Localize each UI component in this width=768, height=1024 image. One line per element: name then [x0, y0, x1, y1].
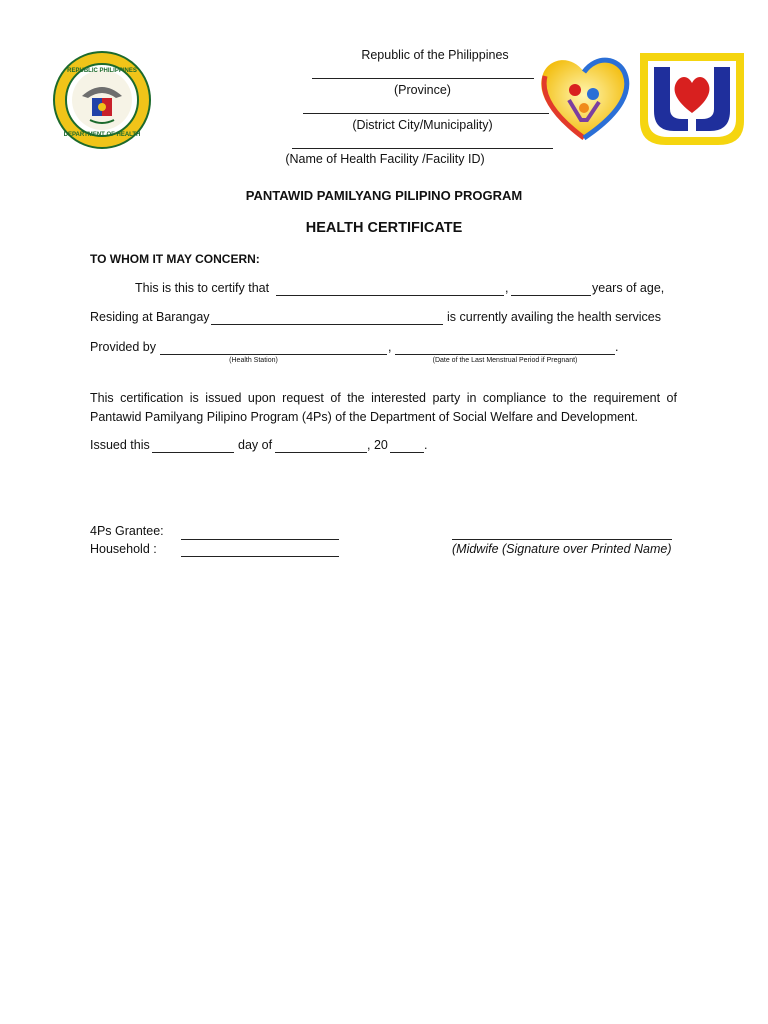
- barangay-label: Residing at Barangay: [90, 310, 210, 324]
- certificate-title: HEALTH CERTIFICATE: [305, 220, 463, 236]
- city-line: [303, 113, 549, 114]
- salutation: TO WHOM IT MAY CONCERN:: [90, 252, 260, 266]
- year-field[interactable]: [390, 452, 424, 453]
- svg-text:DEPARTMENT OF HEALTH: DEPARTMENT OF HEALTH: [63, 132, 141, 138]
- year-prefix: , 20: [367, 438, 388, 452]
- facility-line: [292, 148, 553, 149]
- facility-label: (Name of Health Facility /Facility ID): [285, 152, 485, 166]
- provided-by-label: Provided by: [90, 340, 157, 354]
- dswd-hands-heart-icon: [638, 51, 746, 147]
- period: .: [615, 340, 619, 354]
- availing-text: is currently availing the health services: [447, 310, 661, 324]
- country-name: Republic of the Philippines: [361, 48, 509, 62]
- barangay-field[interactable]: [211, 324, 443, 325]
- province-label: (Province): [394, 83, 451, 97]
- lmp-caption: (Date of the Last Menstrual Period if Pregnant): [432, 357, 578, 364]
- age-field[interactable]: [511, 295, 591, 296]
- years-of-age-text: years of age,: [592, 281, 665, 295]
- grantee-label: 4Ps Grantee:: [90, 524, 164, 538]
- comma: ,: [505, 281, 509, 295]
- household-field[interactable]: [181, 556, 339, 557]
- midwife-label: (Midwife (Signature over Printed Name): [452, 542, 672, 556]
- grantee-field[interactable]: [181, 539, 339, 540]
- household-label: Household :: [90, 542, 157, 556]
- health-station-field[interactable]: [160, 354, 387, 355]
- comma-2: ,: [388, 340, 392, 354]
- issued-this-label: Issued this: [90, 438, 150, 452]
- midwife-signature-line[interactable]: [452, 539, 672, 540]
- program-title: PANTAWID PAMILYANG PILIPINO PROGRAM: [245, 188, 523, 203]
- day-of-label: day of: [238, 438, 273, 452]
- svg-text:REPUBLIC PHILIPPINES: REPUBLIC PHILIPPINES: [67, 68, 137, 74]
- health-station-caption: (Health Station): [229, 357, 278, 364]
- certification-paragraph-line2: Pantawid Pamilyang Pilipino Program (4Ps) of the Department of Social Welfare and Development.: [90, 410, 638, 424]
- lmp-field[interactable]: [395, 354, 615, 355]
- certification-paragraph-line1: This certification is issued upon request of the interested party in compliance to the requirement of: [90, 391, 677, 405]
- city-label: (District City/Municipality): [352, 118, 493, 132]
- heart-family-icon: [535, 50, 633, 142]
- name-field[interactable]: [276, 295, 504, 296]
- month-field[interactable]: [275, 452, 367, 453]
- dswd-logo: [638, 51, 746, 147]
- period-2: .: [424, 438, 428, 452]
- day-field[interactable]: [152, 452, 234, 453]
- province-line: [312, 78, 534, 79]
- doh-seal-logo: [52, 50, 152, 150]
- program-heart-logo: [535, 50, 633, 142]
- doh-seal-icon: [52, 50, 152, 150]
- certify-text: This is this to certify that: [135, 281, 270, 295]
